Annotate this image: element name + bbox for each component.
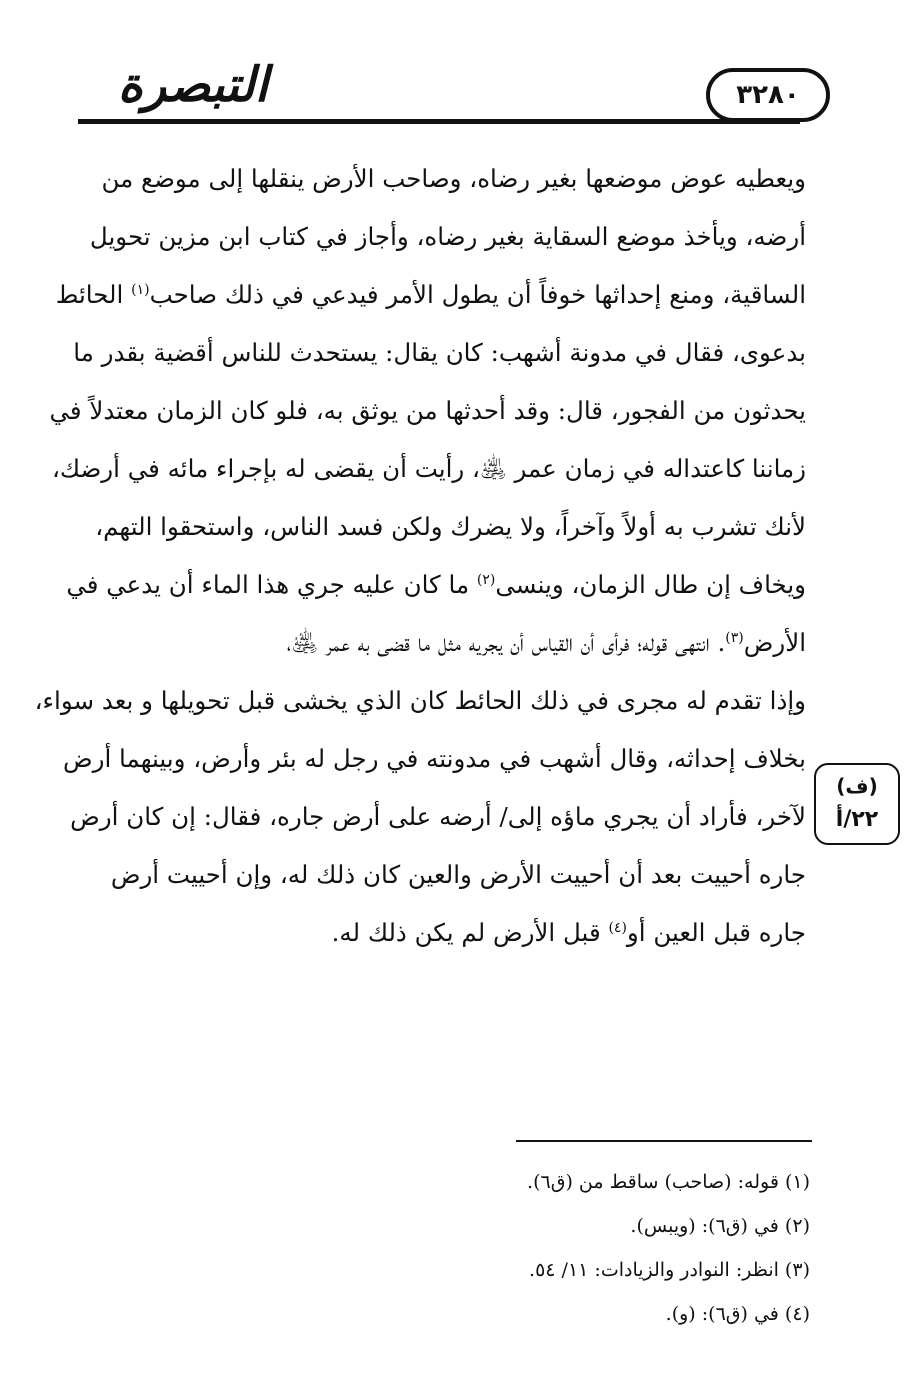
text-line: لآخر، فأراد أن يجري ماؤه إلى/ أرضه على أرض جاره، فقال: إن كان أرض: [70, 802, 806, 831]
text-line: يحدثون من الفجور، قال: وقد أحدثها من يوثق به، فلو كان الزمان معتدلاً في: [49, 396, 806, 425]
footnotes: [400, 1160, 810, 1336]
manuscript-folio-marker: [814, 763, 900, 845]
text-line: ويعطيه عوض موضعها بغير رضاه، وصاحب الأرض ينقلها إلى موضع من: [101, 164, 806, 193]
footnote-separator: [516, 1140, 812, 1142]
main-text: [34, 150, 806, 962]
page-number: ٣٢٨٠: [736, 80, 800, 110]
text-line: [66, 556, 806, 614]
text-line: زماننا كاعتداله في زمان عمر ﵁، رأيت أن يقضى له بإجراء مائه في أرضك،: [51, 454, 806, 483]
text-line: [55, 266, 806, 324]
book-title: التبصرة: [117, 57, 269, 113]
page-header: [0, 0, 920, 130]
text-segment: قبل الأرض لم يكن ذلك له.: [331, 918, 609, 947]
text-segment: ويخاف إن طال الزمان، وينسى: [495, 570, 806, 599]
text-segment: . انتهى قوله؛ فرأى أن القياس أن يجريه مثل ما قضى به عمر ﵁،: [286, 628, 726, 657]
text-line: بخلاف إحداثه، وقال أشهب في مدونته في رجل له بئر وأرض، وبينهما أرض: [63, 744, 806, 773]
text-line: [76, 904, 806, 962]
text-segment: الساقية، ومنع إحداثها خوفاً أن يطول الأمر فيدعي في ذلك صاحب: [149, 280, 806, 309]
header-rule: [78, 119, 800, 124]
footnote-marker: (٣): [725, 629, 744, 646]
text-line: [76, 614, 806, 672]
footnote: (٢) في (ق٦): (ويبس).: [630, 1215, 810, 1237]
footnote-marker: (٤): [608, 919, 627, 936]
text-segment: ما كان عليه جري هذا الماء أن يدعي في: [66, 570, 477, 599]
text-line: لأنك تشرب به أولاً وآخراً، ولا يضرك ولكن فسد الناس، واستحقوا التهم،: [95, 512, 806, 541]
footnote-marker: (٢): [476, 571, 496, 588]
footnote: (١) قوله: (صاحب) ساقط من (ق٦).: [527, 1171, 810, 1193]
footnote: (٣) انظر: النوادر والزيادات: ١١/ ٥٤.: [529, 1259, 810, 1281]
text-segment: الحائط: [55, 280, 132, 309]
text-segment: جاره قبل العين أو: [626, 918, 806, 947]
text-line: وإذا تقدم له مجرى في ذلك الحائط كان الذي يخشى قبل تحويلها و بعد سواء،: [34, 686, 806, 715]
text-line: جاره أحييت بعد أن أحييت الأرض والعين كان ذلك له، وإن أحييت أرض: [110, 860, 806, 889]
folio-source: (ف): [836, 774, 878, 798]
footnote-marker: (١): [131, 281, 150, 298]
text-line: بدعوى، فقال في مدونة أشهب: كان يقال: يستحدث للناس أقضية بقدر ما: [73, 338, 806, 367]
footnote: (٤) في (ق٦): (و).: [665, 1303, 810, 1325]
text-line: أرضه، ويأخذ موضع السقاية بغير رضاه، وأجاز في كتاب ابن مزين تحويل: [89, 222, 806, 251]
folio-number: ٢٢/أ: [835, 807, 879, 832]
text-segment: الأرض: [743, 628, 806, 657]
